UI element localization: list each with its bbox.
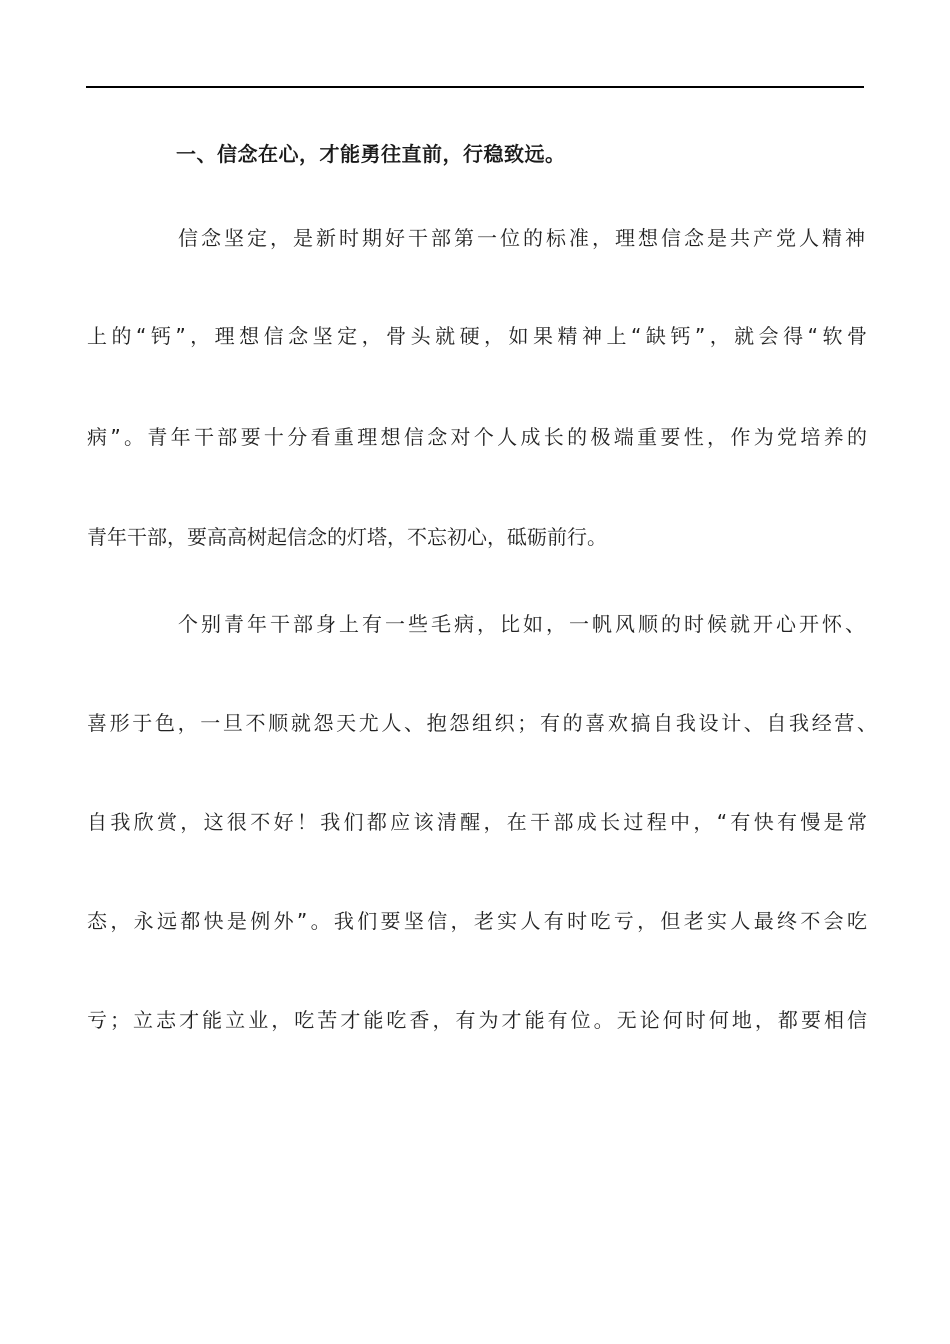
paragraph-line: 病”。青年干部要十分看重理想信念对个人成长的极端重要性，作为党培养的 [87, 425, 867, 449]
paragraph-line: 态，永远都快是例外”。我们要坚信，老实人有时吃亏，但老实人最终不会吃 [87, 909, 867, 933]
paragraph-line: 亏；立志才能立业，吃苦才能吃香，有为才能有位。无论何时何地，都要相信 [87, 1008, 867, 1032]
paragraph-line: 自我欣赏，这很不好！我们都应该清醒，在干部成长过程中，“有快有慢是常 [87, 810, 867, 834]
paragraph-line: 上的“钙”，理想信念坚定，骨头就硬，如果精神上“缺钙”，就会得“软骨 [87, 324, 867, 348]
paragraph-line: 个别青年干部身上有一些毛病，比如，一帆风顺的时候就开心开怀、 [178, 612, 865, 636]
paragraph-line: 青年干部，要高高树起信念的灯塔，不忘初心，砥砺前行。 [87, 525, 607, 549]
section-heading: 一、信念在心，才能勇往直前，行稳致远。 [176, 142, 566, 166]
paragraph-line: 喜形于色，一旦不顺就怨天尤人、抱怨组织；有的喜欢搞自我设计、自我经营、 [87, 711, 877, 735]
header-rule [86, 86, 864, 88]
paragraph-line: 信念坚定，是新时期好干部第一位的标准，理想信念是共产党人精神 [178, 226, 865, 250]
